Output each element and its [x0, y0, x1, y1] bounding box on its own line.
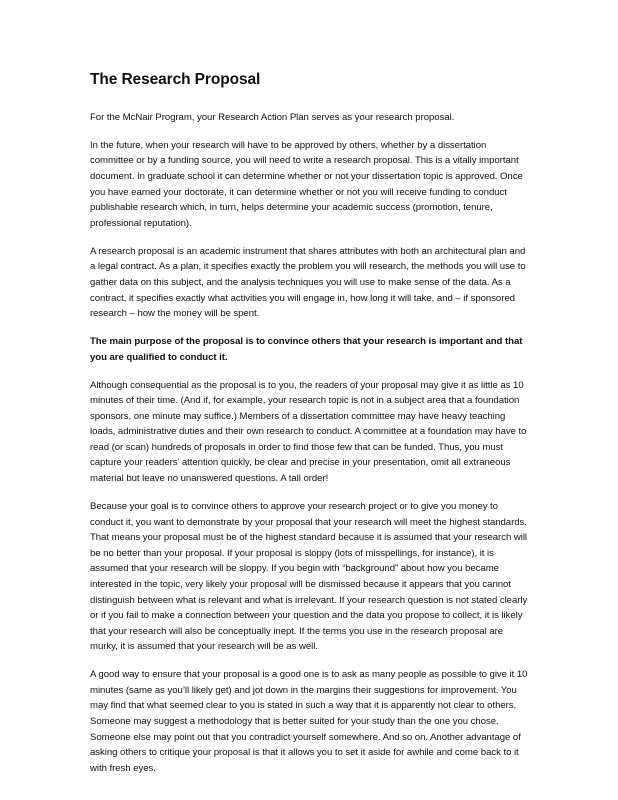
paragraph-highest-standards: Because your goal is to convince others to approve your research project or to give you money to conduct it, you want to demonstrate by your proposal that your research will meet the highest standards. That means your proposal must be of the highest standard because it is assumed that your research will be no better than your proposal. If your proposal is sloppy (lots of misspellings, for instance), it is assumed that your research will be sloppy. If you begin with “background” about how you became interested in the topic, very likely your proposal will be dismissed because it appears that you cannot distinguish between what is relevant and what is irrelevant. If your research question is not stated clearly or if you fail to make a connection between your question and the data you propose to collect, it is likely that your research will also be conceptually inept. If the terms you use in the research proposal are murky, it is assumed that your research will be as well.: [90, 500, 528, 653]
paragraph-readers-time: Although consequential as the proposal is to you, the readers of your proposal may give it as little as 10 minutes of their time. (And if, for example, your research topic is not in a subject area that a foundation sponsors, one minute may suffice.) Members of a dissertation committee may have heavy teaching loads, administrative duties and their own research to conduct. A committee at a foundation may have to read (or scan) hundreds of proposals in order to find those few that can be funded. Thus, you must capture your readers’ attention quickly, be clear and precise in your presentation, omit all extraneous material but leave no unanswered questions. A tall order!: [90, 379, 527, 485]
paragraph-get-feedback: A good way to ensure that your proposal is a good one is to ask as many people as possible to give it 10 minutes (same as you’ll likely get) and jot down in the margins their suggestions for improvement. You may find that what seemed clear to you is stated in such a way that it is apparently not clear to others. Someone may suggest a methodology that is better suited for your study than the one you chose. Someone else may point out that you contradict yourself somewhere. And so on. Another advantage of asking others to critique your proposal is that it allows you to set it aside for awhile and come back to it with fresh eyes.: [90, 669, 528, 774]
paragraph-academic-instrument: A research proposal is an academic instrument that shares attributes with both an architectural plan and a legal contract. As a plan, it specifies exactly the problem you will research, the methods you will use to gather data on this subject, and the analysis techniques you will use to make sense of the data. As a contract, it specifies exactly what activities you will engage in, how long it will take, and – if sponsored research – how the money will be spent.: [90, 245, 526, 320]
paragraph-main-purpose: The main purpose of the proposal is to convince others that your research is important and that you are qualified to conduct it.: [90, 336, 523, 363]
page-title: The Research Proposal: [90, 71, 261, 88]
document-page: [90, 70, 530, 789]
paragraph-intro: For the McNair Program, your Research Action Plan serves as your research proposal.: [90, 112, 455, 123]
paragraph-future-approval: In the future, when your research will have to be approved by others, whether by a dissertation committee or by a funding source, you will need to write a research proposal. This is a vitally important document. In graduate school it can determine whether or not your dissertation topic is approved. Once you have earned your doctorate, it can determine whether or not you will receive funding to conduct publishable research which, in turn, helps determine your academic success (promotion, tenure, professional reputation).: [90, 139, 523, 229]
